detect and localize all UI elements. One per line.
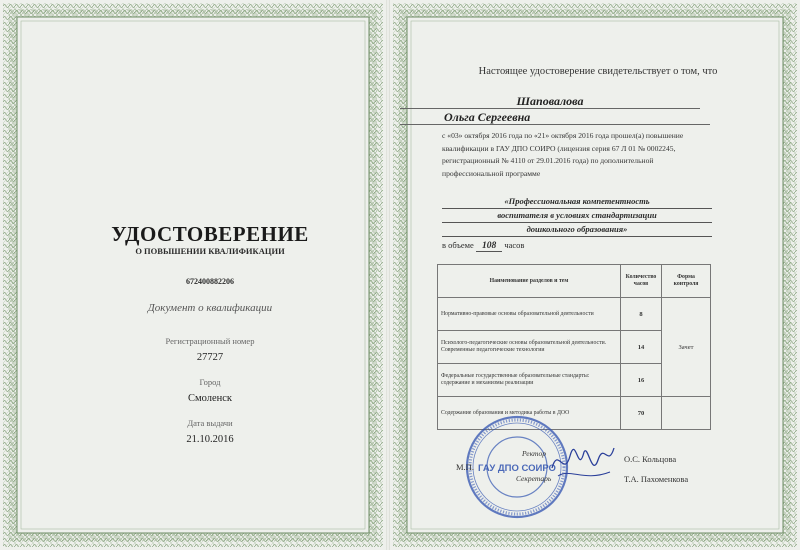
section-hours: 14: [621, 331, 662, 364]
intro-text: Настоящее удостоверение свидетельствует о том, что: [478, 66, 718, 77]
section-hours: 70: [621, 397, 662, 430]
hours-suffix: часов: [504, 240, 525, 250]
section-hours: 16: [621, 364, 662, 397]
hours-line: [442, 240, 524, 251]
page-fold: [386, 0, 390, 550]
program-name: [442, 195, 712, 237]
program-line: «Профессиональная компетентность: [442, 195, 712, 209]
certificate-number: 672400882206: [186, 277, 234, 286]
hours-value: 108: [476, 241, 502, 252]
section-hours: 8: [621, 298, 662, 331]
city-label: Город: [199, 377, 221, 387]
stamp-text: ГАУ ДПО СОИРО: [478, 463, 556, 474]
table-header: Количество часов: [621, 265, 662, 298]
qualification-paragraph: с «03» октября 2016 года по «21» октября 2016 года прошел(а) повышение квалификации в ГАУ ДПО СОИРО (лицензия серия 67 Л 01 № 0002245, регистрационный № 4110 от 29.01.2016 года) по дополнительной профессиональной программе: [442, 131, 684, 178]
first-middle-name: Ольга Сергеевна: [400, 110, 710, 125]
rector-name: О.С. Кольцова: [624, 454, 677, 464]
section-name: Нормативно-правовые основы образовательной деятельности: [438, 298, 621, 331]
issue-date-label: Дата выдачи: [187, 418, 233, 428]
rector-label: Ректор: [522, 449, 546, 458]
curriculum-table: [437, 264, 711, 430]
surname: Шаповалова: [400, 94, 700, 109]
reg-number-value: 27727: [196, 352, 224, 363]
certificate-subtitle: О ПОВЫШЕНИИ КВАЛИФИКАЦИИ: [135, 246, 285, 256]
section-name: Содержание образования и методика работы в ДОО: [438, 397, 621, 430]
seal-place-label: М.П.: [456, 462, 474, 472]
program-line: дошкольного образования»: [442, 223, 712, 237]
control-form-empty: [662, 397, 711, 430]
section-name: Психолого-педагогические основы образовательной деятельности. Современные педагогические технологии: [438, 331, 621, 364]
table-row: [438, 298, 711, 331]
issue-date-value: 21.10.2016: [186, 434, 234, 445]
left-page-frame: [3, 3, 383, 547]
signature-icon: [548, 438, 618, 488]
table-header-row: [438, 265, 711, 298]
program-line: воспитателя в условиях стандартизации: [442, 209, 712, 223]
city-value: Смоленск: [187, 393, 233, 404]
secretary-name: Т.А. Пахоменкова: [624, 474, 689, 484]
control-form: Зачет: [662, 298, 711, 397]
document-type: Документ о квалификации: [147, 302, 273, 314]
certificate-title: УДОСТОВЕРЕНИЕ: [111, 222, 309, 246]
reg-number-label: Регистрационный номер: [165, 336, 255, 346]
secretary-label: Секретарь: [516, 474, 552, 483]
hours-prefix: в объеме: [442, 240, 474, 250]
section-name: Федеральные государственные образовательные стандарты: содержание и механизмы реализации: [438, 364, 621, 397]
table-header: Форма контроля: [662, 265, 711, 298]
table-header: Наименование разделов и тем: [438, 265, 621, 298]
